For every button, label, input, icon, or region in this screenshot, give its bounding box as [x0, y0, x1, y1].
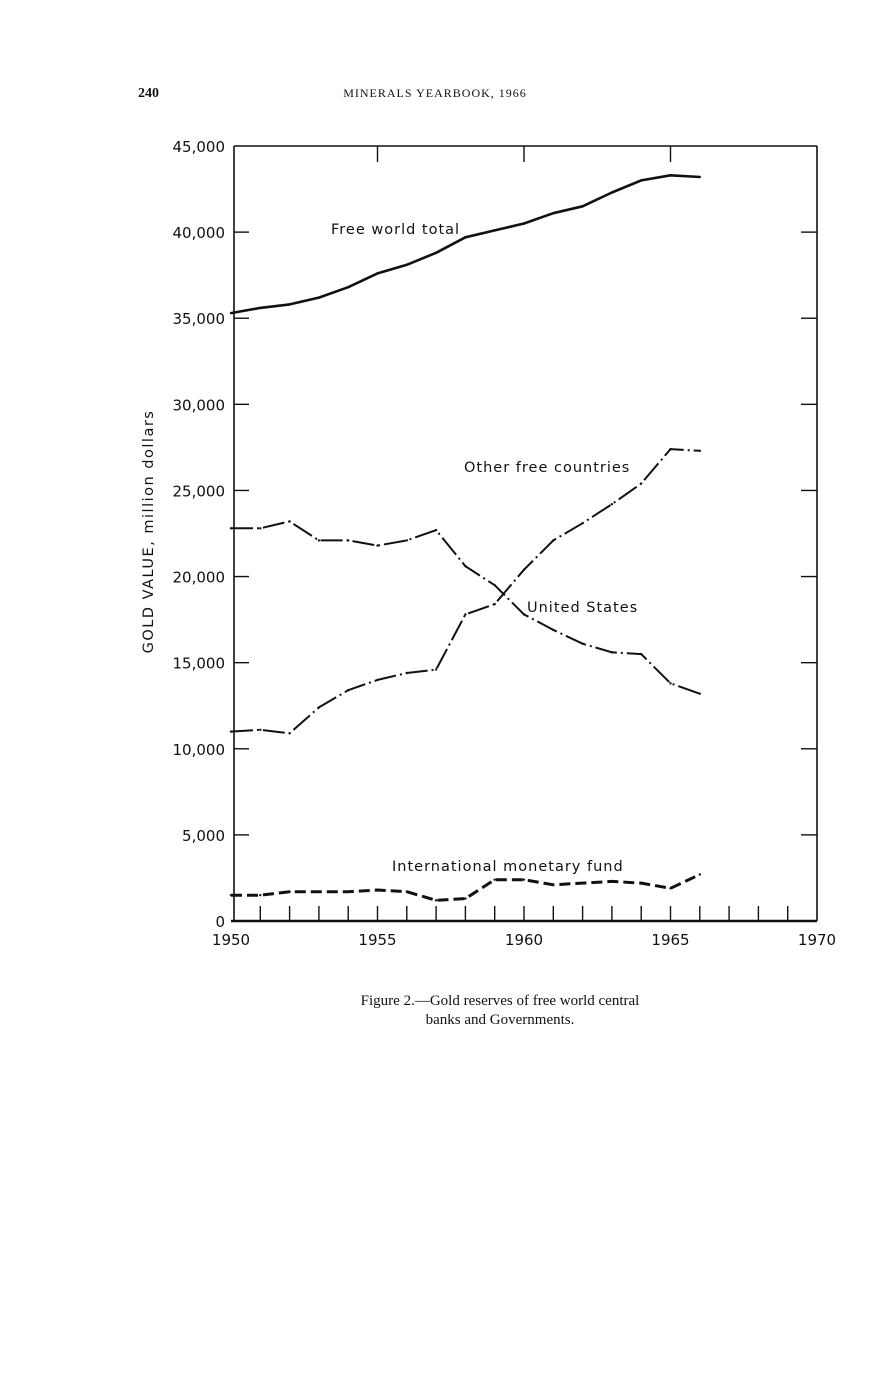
series-labels [331, 222, 638, 875]
data-point [406, 672, 408, 674]
data-point [318, 706, 320, 708]
y-axis [141, 138, 817, 931]
data-point [347, 689, 349, 691]
data-point [699, 176, 701, 178]
caption-line-1: Figure 2.—Gold reserves of free world central [360, 993, 640, 1009]
y-tick-label: 10,000 [172, 740, 225, 759]
data-point [376, 679, 378, 681]
data-point [611, 191, 613, 193]
data-point [640, 653, 642, 655]
data-point [318, 539, 320, 541]
data-point [230, 527, 232, 529]
data-point [699, 450, 701, 452]
data-point [318, 891, 320, 893]
data-point [435, 668, 437, 670]
data-point [611, 503, 613, 505]
data-point [230, 312, 232, 314]
data-point [464, 613, 466, 615]
y-tick-label: 15,000 [172, 654, 225, 673]
y-axis-title: GOLD VALUE, million dollars [141, 409, 157, 654]
data-point [347, 891, 349, 893]
series-line-international-monetary-fund [231, 875, 700, 901]
series-line-other-free-countries [231, 449, 700, 733]
x-tick-label: 1950 [211, 931, 251, 949]
data-point [523, 222, 525, 224]
data-point [494, 584, 496, 586]
data-point [288, 303, 290, 305]
data-point [581, 522, 583, 524]
data-point [376, 889, 378, 891]
data-point [581, 882, 583, 884]
x-tick-label: 1970 [797, 931, 837, 949]
data-point [523, 878, 525, 880]
y-tick-label: 20,000 [172, 568, 225, 587]
series-label: International monetary fund [392, 859, 624, 875]
y-tick-label: 5,000 [182, 826, 225, 845]
series-label: Other free countries [464, 460, 631, 476]
data-point [288, 520, 290, 522]
data-point [464, 897, 466, 899]
data-point [523, 568, 525, 570]
series-label: Free world total [331, 222, 461, 238]
caption-line-2: banks and Governments. [425, 1012, 575, 1028]
page-header [0, 86, 870, 110]
data-point [699, 692, 701, 694]
data-point [552, 539, 554, 541]
x-tick-label: 1960 [504, 931, 544, 949]
y-tick-label: 25,000 [172, 482, 225, 501]
data-point [699, 873, 701, 875]
x-tick-label: 1955 [358, 931, 397, 949]
data-point [376, 272, 378, 274]
data-point [230, 894, 232, 896]
data-point [640, 882, 642, 884]
y-tick-label: 0 [215, 913, 225, 931]
y-tick-label: 30,000 [172, 396, 225, 415]
data-point [611, 880, 613, 882]
data-point [406, 891, 408, 893]
x-tick-label: 1965 [651, 931, 690, 949]
data-point [581, 205, 583, 207]
data-point [259, 307, 261, 309]
data-point [288, 891, 290, 893]
data-point [669, 174, 671, 176]
x-axis [212, 146, 836, 949]
data-point [259, 527, 261, 529]
y-tick-label: 45,000 [172, 138, 225, 156]
data-point [464, 236, 466, 238]
data-point [640, 482, 642, 484]
gold-reserves-line-chart [0, 120, 870, 960]
data-point [435, 529, 437, 531]
y-tick-label: 35,000 [172, 310, 225, 329]
data-point [347, 539, 349, 541]
data-point [669, 887, 671, 889]
page-number: 240 [138, 86, 159, 101]
series-layer [230, 174, 701, 901]
data-point [494, 603, 496, 605]
data-point [523, 613, 525, 615]
series-label: United States [527, 600, 639, 616]
data-point [464, 565, 466, 567]
data-point [435, 899, 437, 901]
data-point [581, 643, 583, 645]
data-point [288, 732, 290, 734]
data-point [435, 252, 437, 254]
data-point [406, 264, 408, 266]
data-point [230, 730, 232, 732]
data-point [552, 212, 554, 214]
data-point [494, 229, 496, 231]
data-point [611, 651, 613, 653]
data-point [406, 539, 408, 541]
data-point [318, 296, 320, 298]
data-point [552, 884, 554, 886]
data-point [640, 179, 642, 181]
data-point [494, 878, 496, 880]
data-point [552, 629, 554, 631]
figure-caption [300, 992, 700, 1030]
data-point [669, 448, 671, 450]
plot-frame [231, 146, 817, 921]
data-point [669, 682, 671, 684]
y-tick-label: 40,000 [172, 224, 225, 243]
data-point [347, 286, 349, 288]
running-title: MINERALS YEARBOOK, 1966 [343, 86, 527, 100]
data-point [376, 544, 378, 546]
data-point [259, 729, 261, 731]
data-point [259, 894, 261, 896]
series-line-free-world-total [231, 175, 700, 313]
